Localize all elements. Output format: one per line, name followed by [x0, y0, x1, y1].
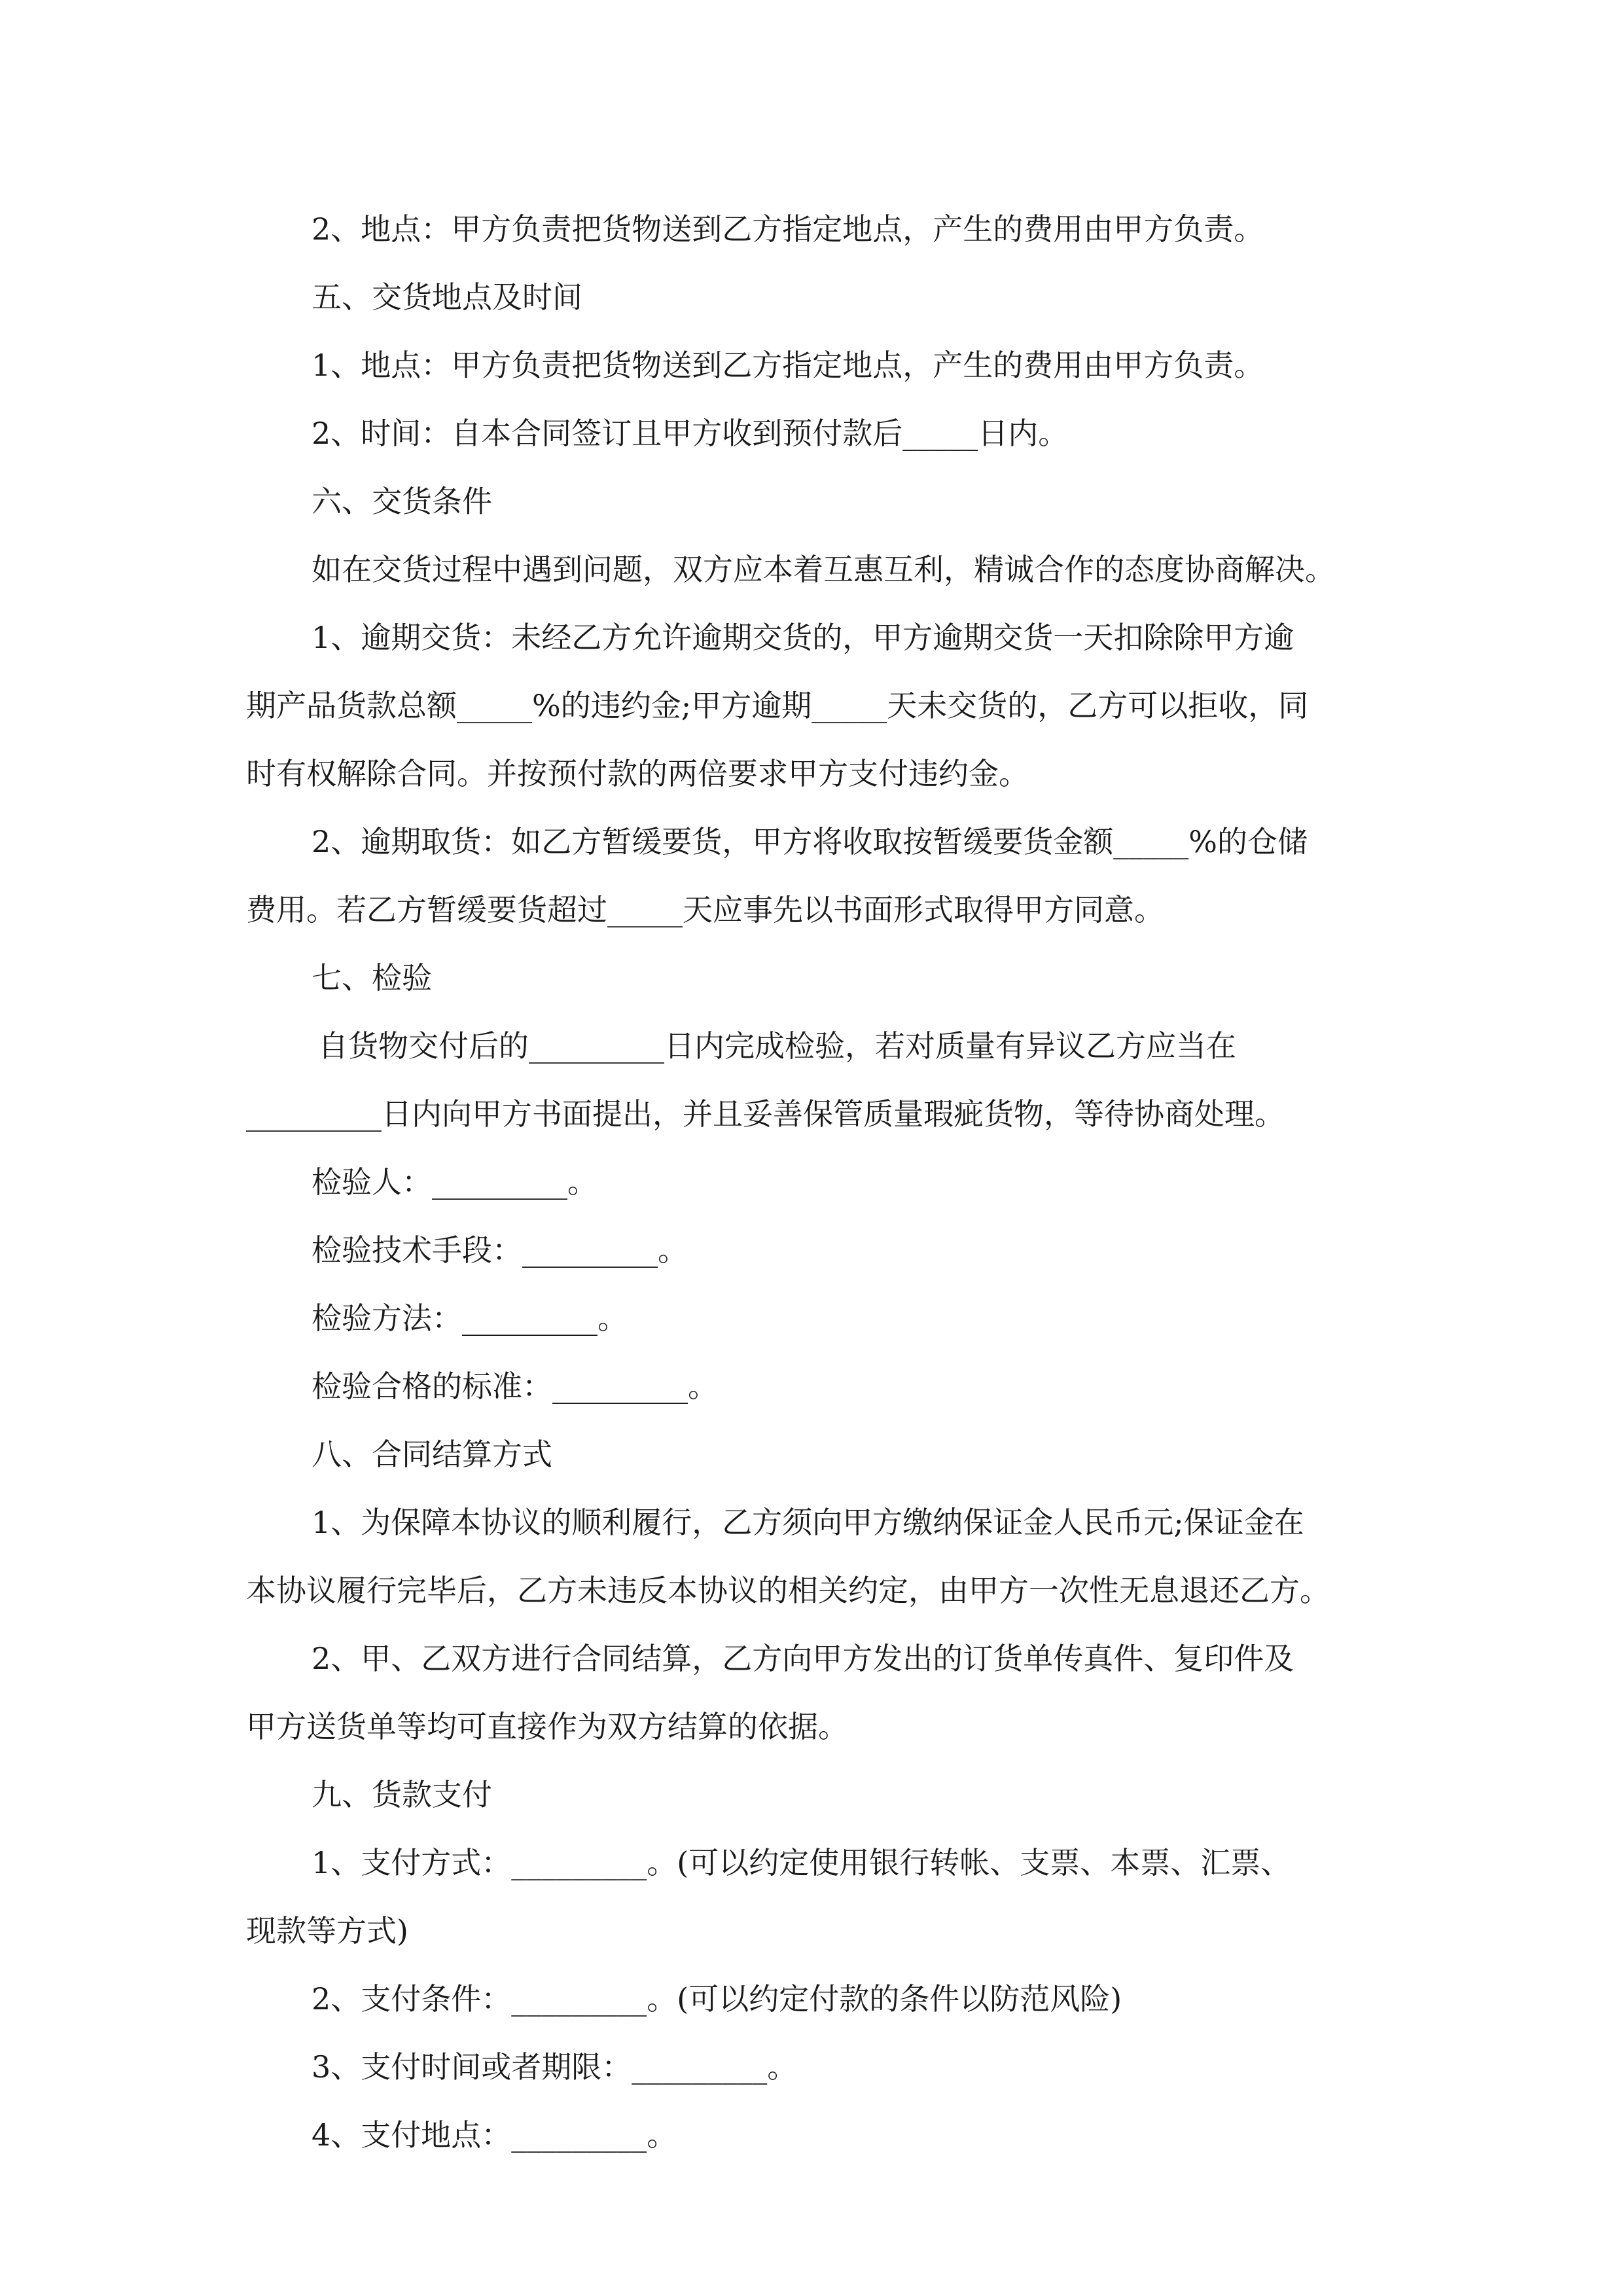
field-inspection-method: 检验方法：_________。 [312, 1300, 628, 1336]
clause-payment-method-line-1: 1、支付方式：_________。(可以约定使用银行转帐、支票、本票、汇票、 [312, 1845, 1291, 1880]
clause-delivery-time: 2、时间：自本合同签订且甲方收到预付款后_____日内。 [312, 416, 1069, 451]
clause-deposit-line-1: 1、为保障本协议的顺利履行，乙方须向甲方缴纳保证金人民币元;保证金在 [312, 1505, 1304, 1540]
clause-delivery-location: 1、地点：甲方负责把货物送到乙方指定地点，产生的费用由甲方负责。 [312, 348, 1264, 383]
clause-late-delivery-line-3: 时有权解除合同。并按预付款的两倍要求甲方支付违约金。 [246, 756, 1029, 791]
clause-location-previous: 2、地点：甲方负责把货物送到乙方指定地点，产生的费用由甲方负责。 [312, 211, 1264, 247]
field-inspector: 检验人：_________。 [312, 1164, 597, 1200]
clause-late-delivery-line-2: 期产品货款总额_____%的违约金;甲方逾期_____天未交货的，乙方可以拒收，同 [246, 688, 1309, 723]
section-heading-8: 八、合同结算方式 [312, 1437, 552, 1472]
document-body [246, 195, 1377, 2169]
field-inspection-standard: 检验合格的标准：_________。 [312, 1369, 718, 1404]
clause-payment-time: 3、支付时间或者期限：_________。 [312, 2049, 798, 2085]
clause-inspection-line-1: 自货物交付后的_________日内完成检验，若对质量有异议乙方应当在 [318, 1028, 1236, 1064]
section-heading-7: 七、检验 [312, 960, 432, 996]
clause-late-pickup-line-2: 费用。若乙方暂缓要货超过_____天应事先以书面形式取得甲方同意。 [246, 892, 1164, 927]
section-heading-9: 九、货款支付 [312, 1777, 492, 1812]
clause-payment-method-line-2: 现款等方式) [246, 1913, 408, 1948]
clause-settlement-line-1: 2、甲、乙双方进行合同结算，乙方向甲方发出的订货单传真件、复印件及 [312, 1641, 1294, 1676]
clause-late-delivery-line-1: 1、逾期交货：未经乙方允许逾期交货的，甲方逾期交货一天扣除除甲方逾 [312, 620, 1294, 655]
section-heading-6: 六、交货条件 [312, 484, 492, 519]
clause-deposit-line-2: 本协议履行完毕后，乙方未违反本协议的相关约定，由甲方一次性无息退还乙方。 [246, 1573, 1330, 1608]
section-heading-5: 五、交货地点及时间 [312, 279, 582, 315]
clause-delivery-problems: 如在交货过程中遇到问题，双方应本着互惠互利，精诚合作的态度协商解决。 [312, 552, 1335, 587]
clause-inspection-line-2: _________日内向甲方书面提出，并且妥善保管质量瑕疵货物，等待协商处理。 [246, 1096, 1285, 1132]
clause-late-pickup-line-1: 2、逾期取货：如乙方暂缓要货，甲方将收取按暂缓要货金额_____%的仓储 [312, 824, 1308, 859]
clause-payment-place: 4、支付地点：_________。 [312, 2117, 677, 2153]
clause-settlement-line-2: 甲方送货单等均可直接作为双方结算的依据。 [246, 1709, 848, 1744]
clause-payment-conditions: 2、支付条件：_________。(可以约定付款的条件以防范风险) [312, 1981, 1122, 2017]
field-inspection-technique: 检验技术手段：_________。 [312, 1232, 688, 1268]
